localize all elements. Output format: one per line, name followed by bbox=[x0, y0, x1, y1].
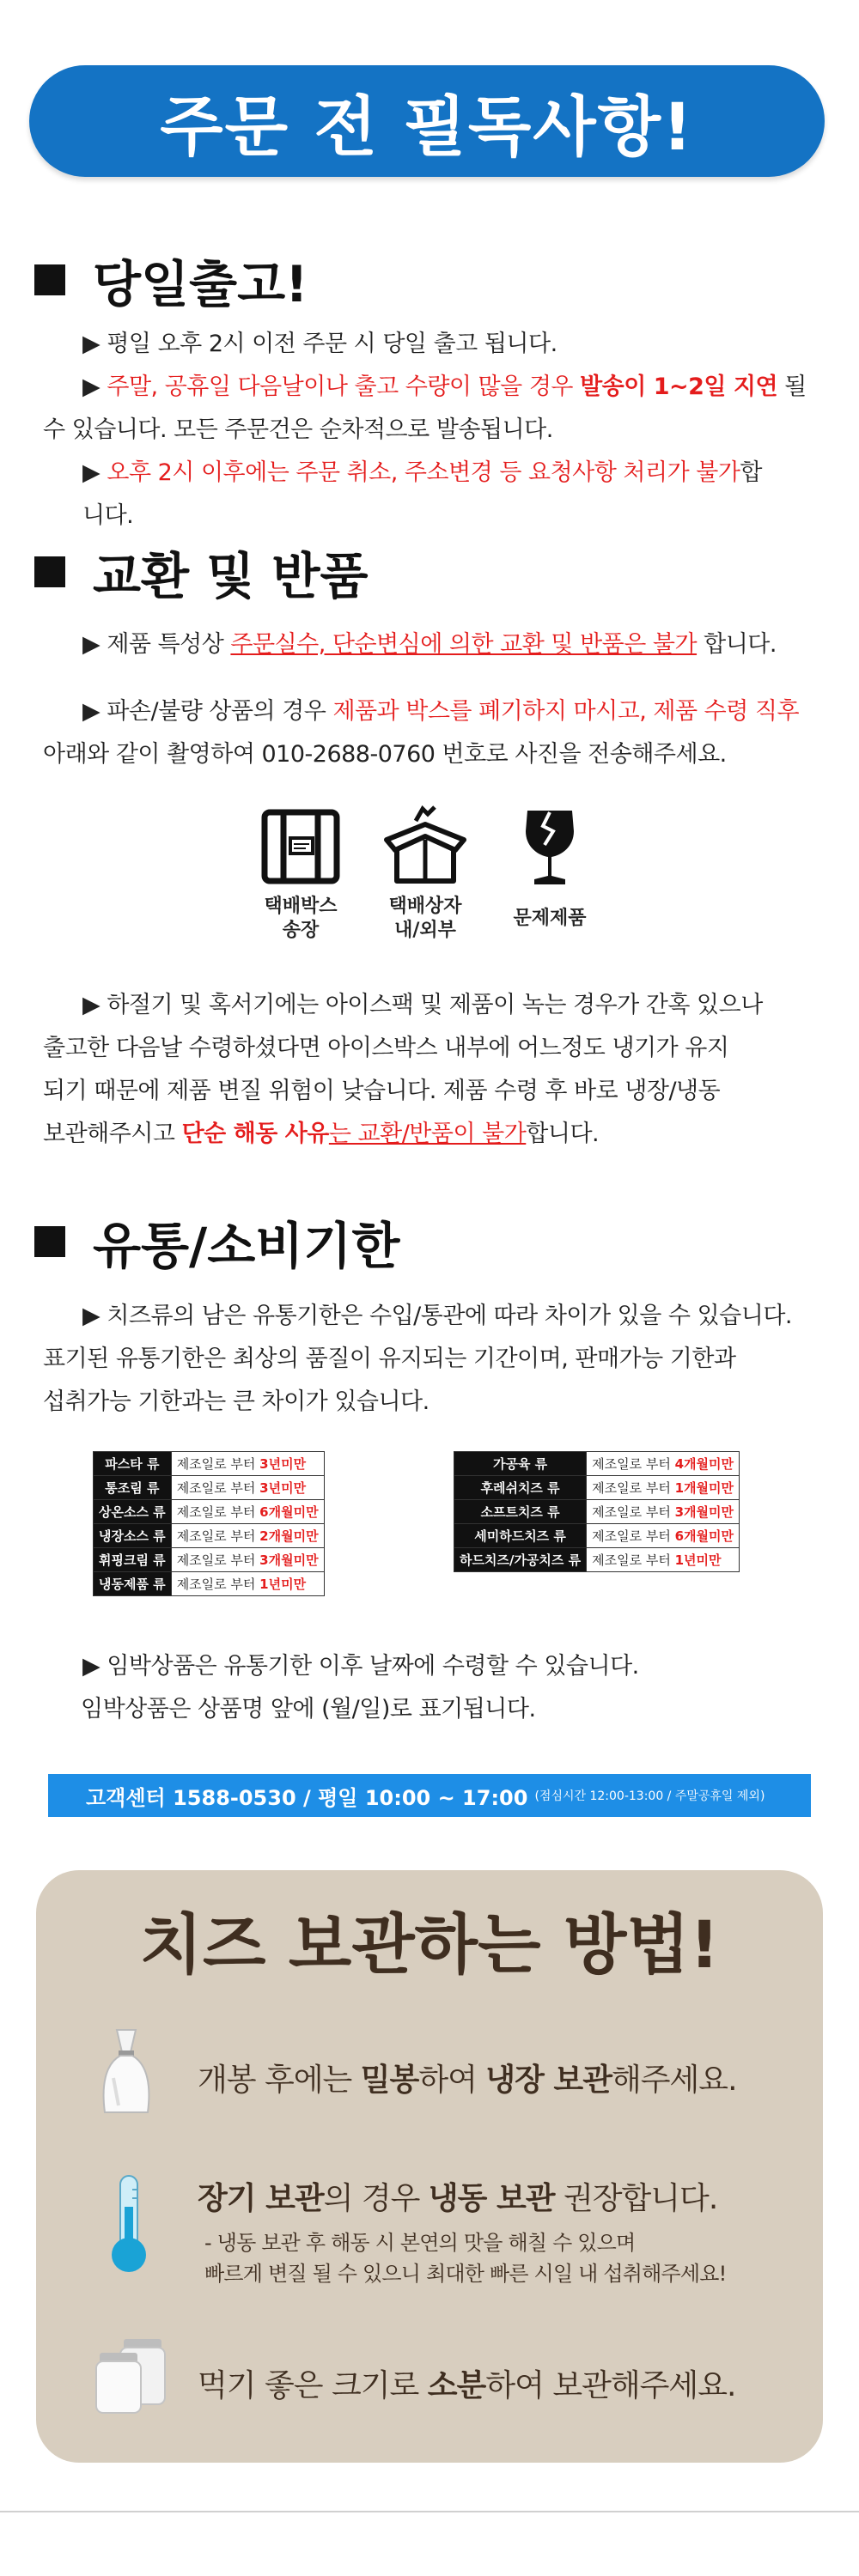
period-cell: 제조일로 부터 1개월미만 bbox=[587, 1476, 740, 1500]
customer-center-text: 고객센터 1588-0530 / 평일 10:00 ~ 17:00 bbox=[86, 1785, 528, 1810]
category-cell: 냉장소스 류 bbox=[94, 1524, 172, 1548]
shipping-line-1: ▶ 평일 오후 2시 이전 주문 시 당일 출고 됩니다. bbox=[82, 331, 557, 357]
period-cell: 제조일로 부터 1년미만 bbox=[587, 1548, 740, 1572]
period-cell: 제조일로 부터 6개월미만 bbox=[171, 1500, 324, 1524]
period-cell: 제조일로 부터 3년미만 bbox=[171, 1452, 324, 1476]
table-row bbox=[454, 1476, 740, 1500]
period-cell: 제조일로 부터 3개월미만 bbox=[171, 1548, 324, 1572]
shipping-line-2: ▶ 주말, 공휴일 다음날이나 출고 수량이 많을 경우 발송이 1~2일 지연 될 bbox=[82, 374, 807, 400]
shipping-text-cont bbox=[43, 409, 782, 538]
storage-title: 치즈 보관하는 방법! bbox=[139, 1906, 720, 1983]
category-cell: 파스타 류 bbox=[94, 1452, 172, 1476]
table-row bbox=[94, 1452, 325, 1476]
summer-text: 출고한 다음날 수령하셨다면 아이스박스 내부에 어느정도 냉기가 유지 되기 때문에 제품 변질 위험이 낮습니다. 제품 수령 후 바로 냉장/냉동 보관해주시고 단순 해동 사유는 교환/반품이 불가합니다. bbox=[43, 1035, 729, 1147]
category-cell: 하드치즈/가공치즈 류 bbox=[454, 1548, 587, 1572]
storage-tip-1: 개봉 후에는 밀봉하여 냉장 보관해주세요. bbox=[198, 2063, 737, 2098]
shipping-line-3: 수 있습니다. 모든 주문건은 순차적으로 발송됩니다. bbox=[43, 416, 553, 443]
table-row bbox=[94, 1476, 325, 1500]
storage-tip-2-sub: - 냉동 보관 후 해동 시 본연의 맛을 해칠 수 있으며 빠르게 변질 될 수 있으니 최대한 빠른 시일 내 섭취해주세요! bbox=[204, 2231, 727, 2286]
storage-tip-3: 먹기 좋은 크기로 소분하여 보관해주세요. bbox=[198, 2368, 736, 2403]
expiry-line-1: ▶ 치즈류의 남은 유통기한은 수입/통관에 따라 차이가 있을 수 있습니다. bbox=[82, 1303, 792, 1329]
table-row bbox=[454, 1500, 740, 1524]
shipping-line-4: ▶ 오후 2시 이후에는 주문 취소, 주소변경 등 요청사항 처리가 불가합니다. bbox=[82, 459, 763, 529]
table-row bbox=[94, 1572, 325, 1596]
table-row bbox=[94, 1524, 325, 1548]
storage-tip-2: 장기 보관의 경우 냉동 보관 권장합니다. bbox=[198, 2181, 718, 2216]
category-cell: 휘핑크림 류 bbox=[94, 1548, 172, 1572]
table-row bbox=[454, 1548, 740, 1572]
section-title-exchange: 교환 및 반품 bbox=[34, 536, 369, 608]
period-cell: 제조일로 부터 3개월미만 bbox=[587, 1500, 740, 1524]
table-row bbox=[454, 1452, 740, 1476]
square-bullet-icon bbox=[34, 556, 65, 587]
table-row bbox=[94, 1500, 325, 1524]
imminent-line-1: ▶ 임박상품은 유통기한 이후 날짜에 수령할 수 있습니다. bbox=[82, 1653, 639, 1680]
imminent-line-2: 임박상품은 상품명 앞에 (월/일)로 표기됩니다. bbox=[81, 1696, 536, 1722]
period-cell: 제조일로 부터 6개월미만 bbox=[587, 1524, 740, 1548]
broken-glass-icon bbox=[509, 805, 591, 888]
shipping-text bbox=[82, 323, 821, 409]
footer-divider bbox=[0, 2511, 859, 2512]
photo-guide-icons bbox=[249, 805, 610, 969]
category-cell: 후레쉬치즈 류 bbox=[454, 1476, 587, 1500]
category-cell: 가공육 류 bbox=[454, 1452, 587, 1476]
customer-center-bar bbox=[48, 1774, 811, 1817]
expiry-text: 표기된 유통기한은 최상의 품질이 유지되는 기간이며, 판매가능 기한과 섭취가능 기한과는 큰 차이가 있습니다. bbox=[43, 1346, 736, 1415]
storage-jars-icon bbox=[89, 2334, 175, 2416]
banner-title: 주문 전 필독사항! bbox=[160, 88, 694, 165]
shelf-life-table-right bbox=[454, 1451, 740, 1572]
section-title-shipping: 당일출고! bbox=[34, 244, 308, 316]
period-cell: 제조일로 부터 3년미만 bbox=[171, 1476, 324, 1500]
section-title-expiry: 유통/소비기한 bbox=[34, 1206, 399, 1278]
delivery-box-label-icon bbox=[259, 805, 342, 888]
period-cell: 제조일로 부터 1년미만 bbox=[171, 1572, 324, 1596]
exchange-line-2: ▶ 파손/불량 상품의 경우 제품과 박스를 폐기하지 마시고, 제품 수령 직후 bbox=[82, 698, 800, 725]
exchange-line-3: 아래와 같이 촬영하여 010-2688-0760 번호로 사진을 전송해주세요. bbox=[43, 741, 727, 768]
category-cell: 냉동제품 류 bbox=[94, 1572, 172, 1596]
category-cell: 소프트치즈 류 bbox=[454, 1500, 587, 1524]
icon-item-box-label: 택배박스 송장 bbox=[249, 805, 352, 943]
sealed-bag-icon bbox=[96, 2026, 156, 2116]
icon-item-open-box: 택배상자 내/외부 bbox=[374, 805, 477, 943]
open-box-icon bbox=[378, 805, 472, 888]
thermometer-icon bbox=[107, 2172, 151, 2275]
square-bullet-icon bbox=[34, 1226, 65, 1257]
customer-center-note: (점심시간 12:00-13:00 / 주말공휴일 제외) bbox=[534, 1789, 765, 1803]
icon-item-broken: 문제제품 bbox=[498, 805, 601, 931]
square-bullet-icon bbox=[34, 264, 65, 295]
period-cell: 제조일로 부터 2개월미만 bbox=[171, 1524, 324, 1548]
category-cell: 상온소스 류 bbox=[94, 1500, 172, 1524]
category-cell: 세미하드치즈 류 bbox=[454, 1524, 587, 1548]
summer-line-1: ▶ 하절기 및 혹서기에는 아이스팩 및 제품이 녹는 경우가 간혹 있으나 bbox=[82, 992, 763, 1018]
period-cell: 제조일로 부터 4개월미만 bbox=[587, 1452, 740, 1476]
notice-banner bbox=[29, 65, 825, 177]
table-row bbox=[454, 1524, 740, 1548]
exchange-line-1: ▶ 제품 특성상 주문실수, 단순변심에 의한 교환 및 반품은 불가 합니다. bbox=[82, 631, 777, 658]
table-row bbox=[94, 1548, 325, 1572]
shelf-life-table-left bbox=[93, 1451, 325, 1596]
category-cell: 통조림 류 bbox=[94, 1476, 172, 1500]
